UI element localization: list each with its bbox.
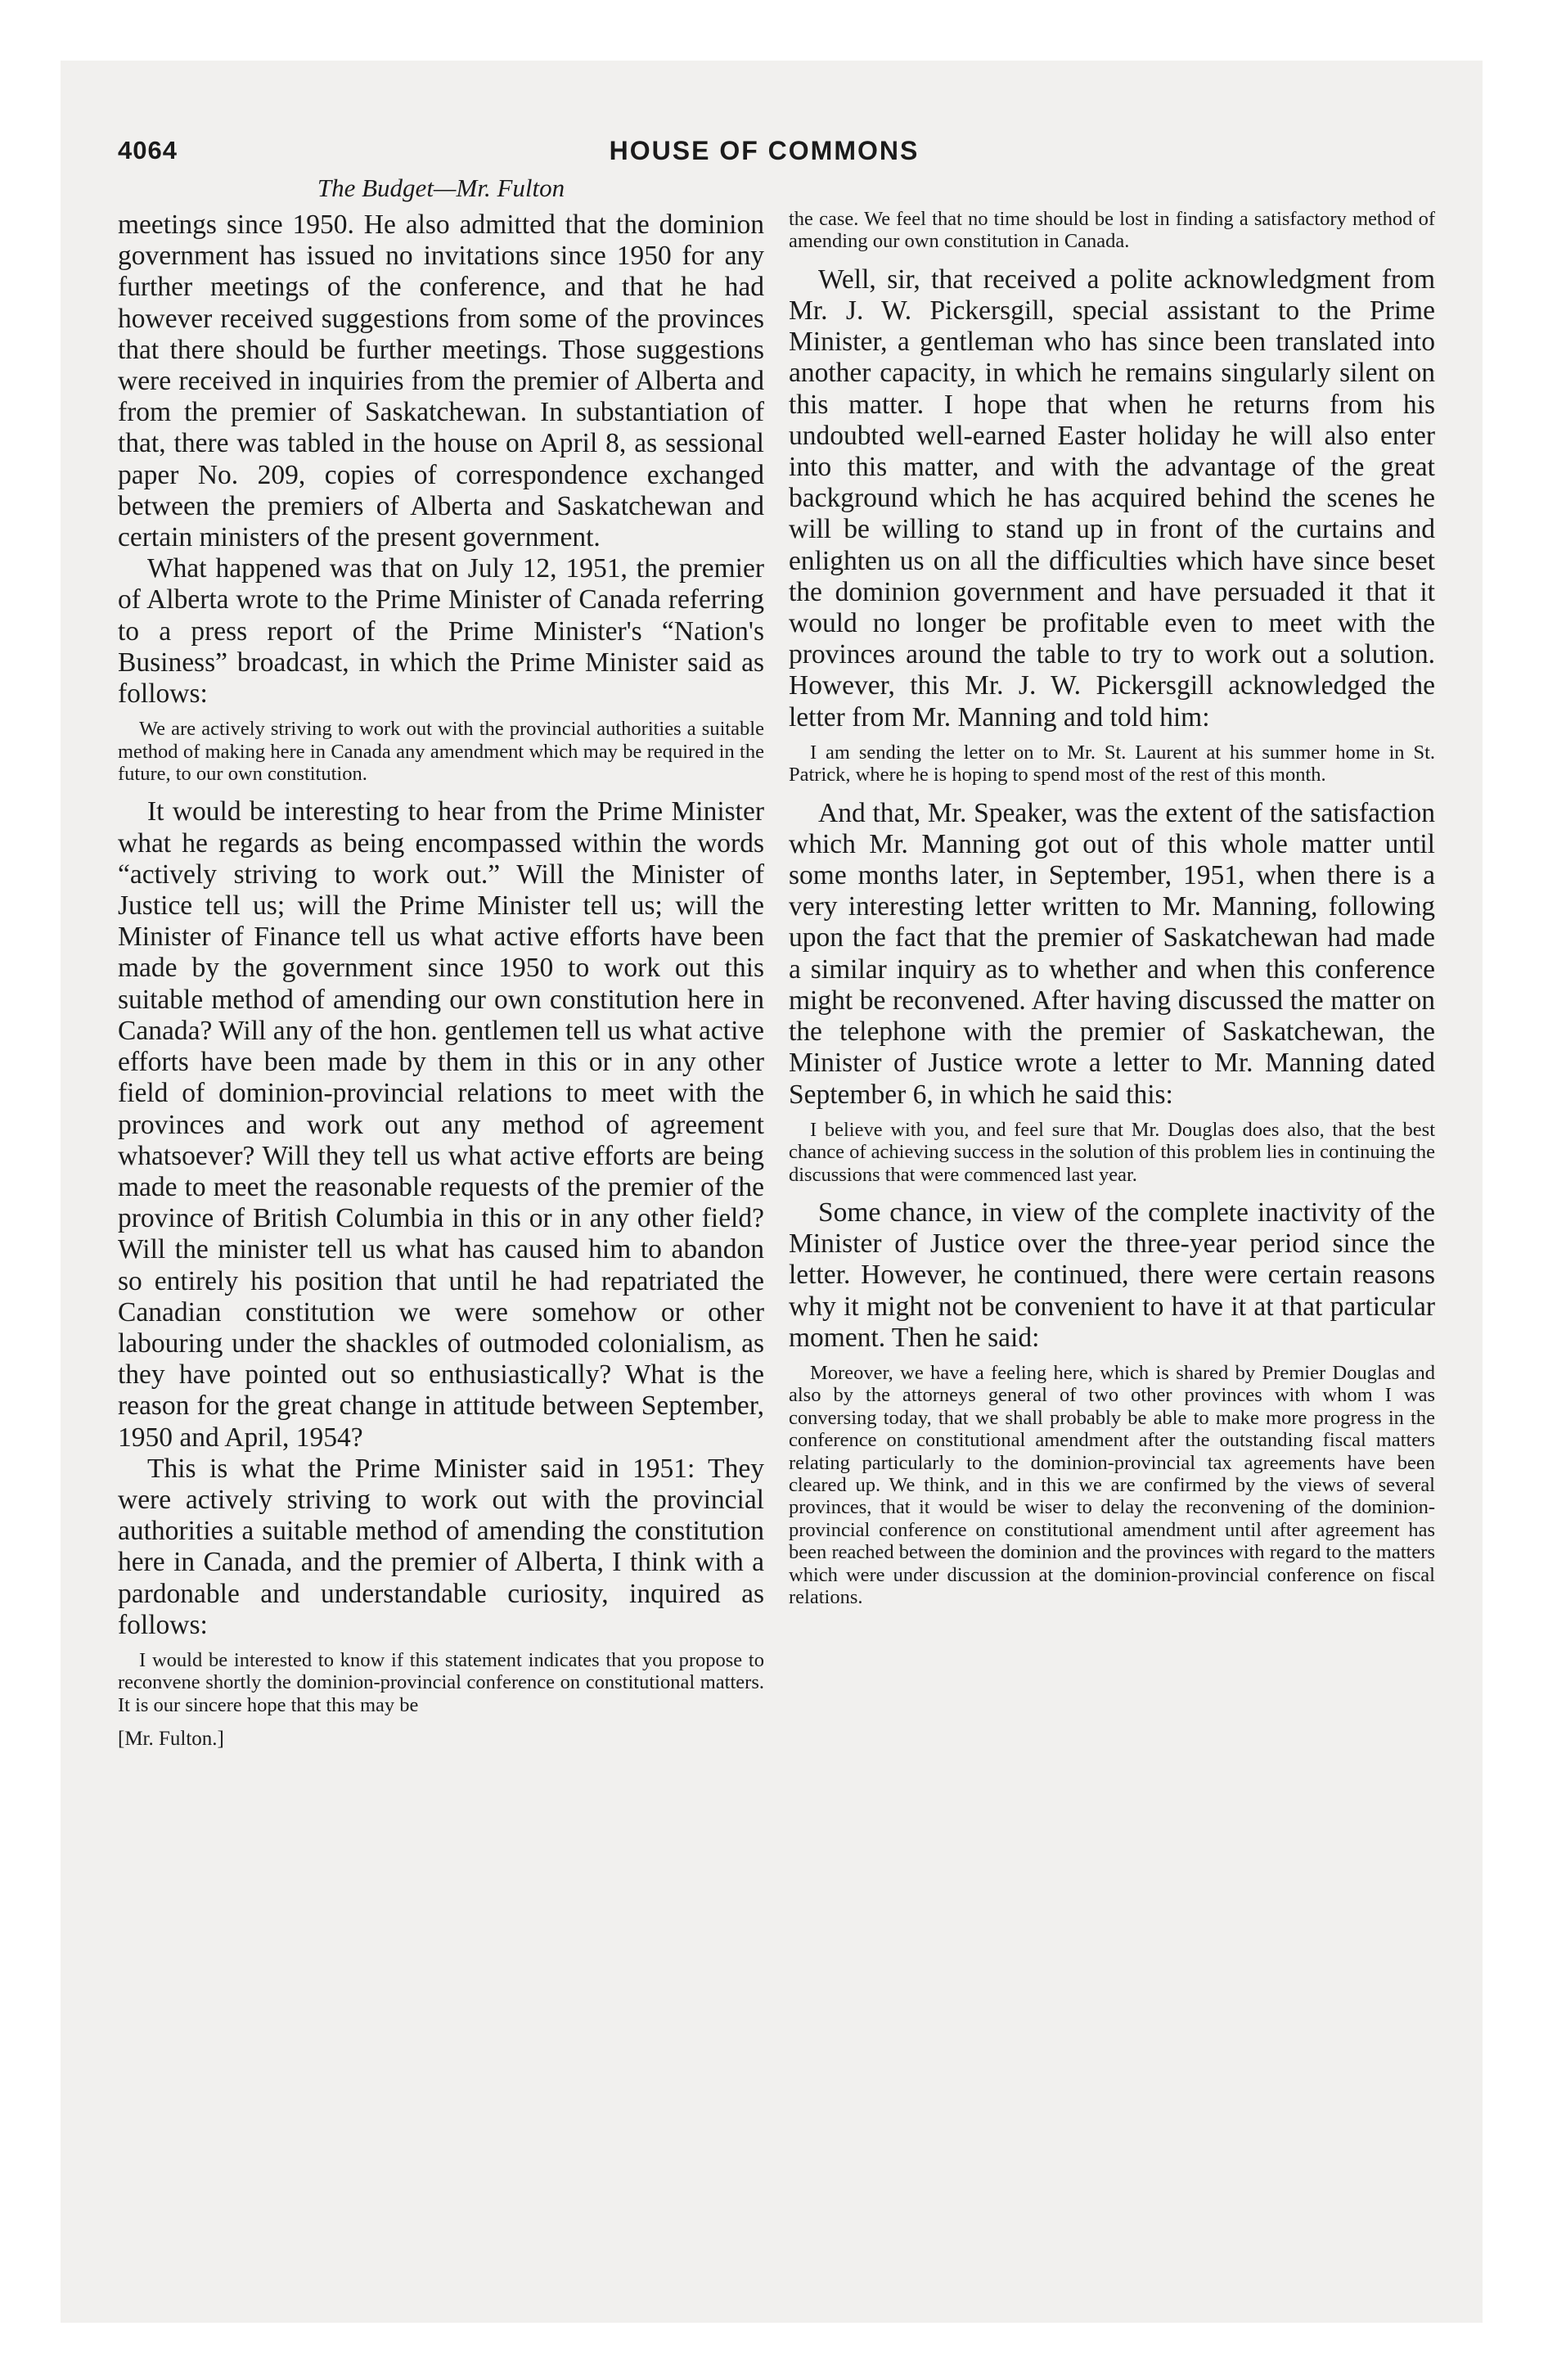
block-quote-continued: the case. We feel that no time should be lost in finding a satisfactory method of amending our own constitution in Canada. xyxy=(789,208,1435,253)
right-column xyxy=(789,208,1435,1620)
paragraph: And that, Mr. Speaker, was the extent of the satisfaction which Mr. Manning got out of this whole matter until some months later, in September, 1951, when there is a very interesting letter written to Mr. Manning, following upon the fact that the premier of Saskatchewan had made a similar inquiry as to whether and when this conference might be reconvened. After having discussed the matter on the telephone with the premier of Saskatchewan, the Minister of Justice wrote a letter to Mr. Manning dated September 6, in which he said this: xyxy=(789,797,1435,1110)
left-column xyxy=(118,210,764,1751)
block-quote: I believe with you, and feel sure that Mr. Douglas does also, that the best chance of achieving success in the solution of this problem lies in continuing the discussions that were commenced last year. xyxy=(789,1118,1435,1186)
paragraph: What happened was that on July 12, 1951, the premier of Alberta wrote to the Prime Minister of Canada referring to a press report of the Prime Minister's “Nation's Business” broadcast, in which the Prime Minister said as follows: xyxy=(118,553,764,710)
paragraph: meetings since 1950. He also admitted that the dominion government has issued no invitations since 1950 for any further meetings of the conference, and that he had however received suggestions from some of the provinces that there should be further meetings. Those suggestions were received in inquiries from the premier of Alberta and from the premier of Saskatchewan. In substantiation of that, there was tabled in the house on April 8, as sessional paper No. 209, copies of correspondence exchanged between the premiers of Alberta and Saskatchewan and certain ministers of the present government. xyxy=(118,210,764,553)
section-subheading: The Budget—Mr. Fulton xyxy=(317,174,565,202)
speaker-attribution: [Mr. Fulton.] xyxy=(118,1728,224,1751)
block-quote: I am sending the letter on to Mr. St. Laurent at his summer home in St. Patrick, where he is hoping to spend most of the rest of this month. xyxy=(789,741,1435,787)
block-quote: We are actively striving to work out with the provincial authorities a suitable method of making here in Canada any amendment which may be required in the future, to our own constitution. xyxy=(118,718,764,786)
paragraph: Well, sir, that received a polite acknowledgment from Mr. J. W. Pickersgill, special assistant to the Prime Minister, a gentleman who has since been translated into another capacity, in which he remains singularly silent on this matter. I hope that when he returns from his undoubted well-earned Easter holiday he will also enter into this matter, and with the advantage of the great background which he has acquired behind the scenes he will be willing to stand up in front of the curtains and enlighten us on all the difficulties which have since beset the dominion government and have persuaded it that it would no longer be profitable even to meet with the provinces around the table to try to work out a solution. However, this Mr. J. W. Pickersgill acknowledged the letter from Mr. Manning and told him: xyxy=(789,264,1435,732)
block-quote: I would be interested to know if this statement indicates that you propose to reconvene shortly the dominion-provincial conference on constitutional matters. It is our sincere hope that this may be xyxy=(118,1648,764,1716)
paragraph: Some chance, in view of the complete inactivity of the Minister of Justice over the three-year period since the letter. However, he continued, there were certain reasons why it might not be convenient to have it at that particular moment. Then he said: xyxy=(789,1197,1435,1353)
page-header xyxy=(118,136,1411,175)
block-quote: Moreover, we have a feeling here, which is shared by Premier Douglas and also by the attorneys general of two other provinces with whom I was conversing today, that we shall probably be able to make more progress in the conference on constitutional amendment after the outstanding fiscal matters relating particularly to the dominion-provincial tax agreements have been cleared up. We think, and in this we are confirmed by the views of several provinces, that it would be wiser to delay the reconvening of the dominion-provincial conference on constitutional amendment until after agreement has been reached between the dominion and the provinces with regard to the matters which were under discussion at the dominion-provincial conference on fiscal relations. xyxy=(789,1361,1435,1608)
page-number: 4064 xyxy=(118,136,178,165)
running-title: HOUSE OF COMMONS xyxy=(609,136,920,165)
paragraph: It would be interesting to hear from the Prime Minister what he regards as being encompassed within the words “actively striving to work out.” Will the Minister of Justice tell us; will the Prime Minister tell us; will the Minister of Finance tell us what active efforts have been made by the government since 1950 to work out this suitable method of amending our own constitution here in Canada? Will any of the hon. gentlemen tell us what active efforts have been made by them in this or in any other field of dominion-provincial relations to meet with the provinces and work out any method of agreement whatsoever? Will they tell us what active efforts are being made to meet the reasonable requests of the premier of the province of British Columbia in this or in any other field? Will the minister tell us what has caused him to abandon so entirely his position that until he had repatriated the Canadian constitution we were somehow or other labouring under the shackles of outmoded colonialism, as they have pointed out so enthusiastically? What is the reason for the great change in attitude between September, 1950 and April, 1954? xyxy=(118,796,764,1453)
paragraph: This is what the Prime Minister said in 1951: They were actively striving to work out with the provincial authorities a suitable method of amending the constitution here in Canada, and the premier of Alberta, I think with a pardonable and understandable curiosity, inquired as follows: xyxy=(118,1453,764,1640)
